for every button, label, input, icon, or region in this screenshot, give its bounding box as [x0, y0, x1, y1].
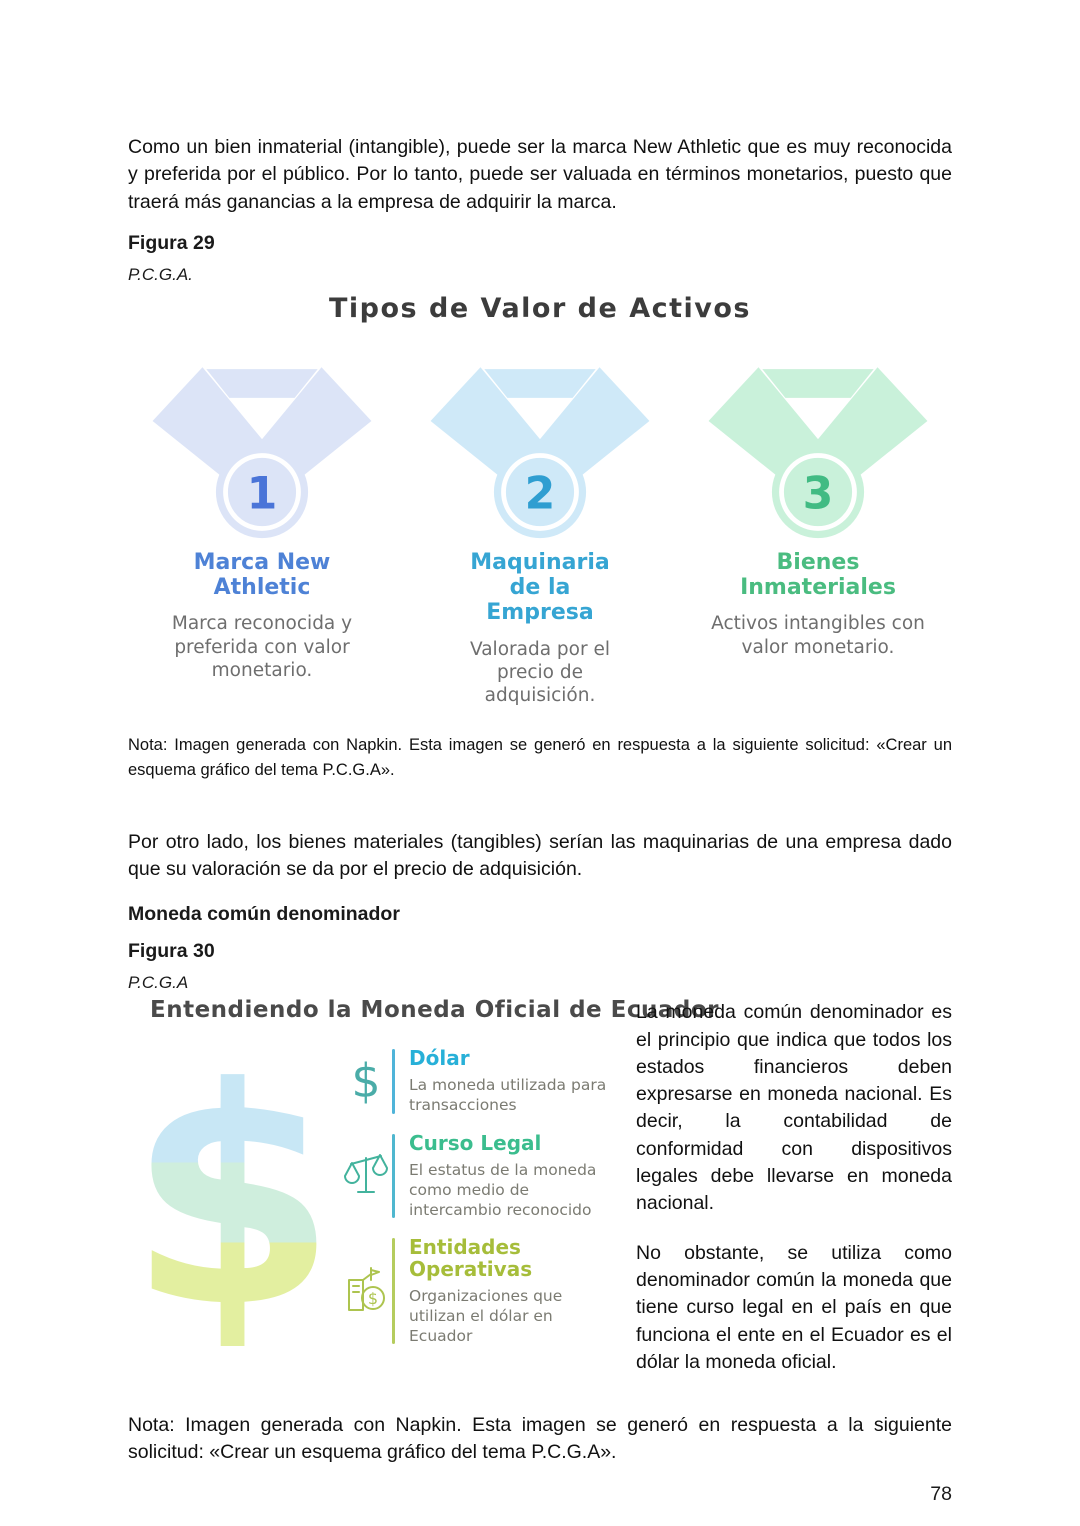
side-text-column	[620, 995, 952, 1398]
list-item-curso-legal	[340, 1132, 620, 1220]
figura-30-nota: Nota: Imagen generada con Napkin. Esta imagen se generó en respuesta a la siguiente solicitud: «Crear un esquema gráfico del tema P.C.G.A».	[128, 1414, 952, 1464]
svg-text:$: $	[367, 1289, 379, 1309]
medal-row	[128, 348, 952, 707]
svg-text:3: 3	[802, 468, 834, 520]
figura-30-infographic	[128, 995, 720, 1398]
item-desc-curso-legal: El estatus de la moneda como medio de intercambio reconocido	[409, 1160, 597, 1219]
section-heading: Moneda común denominador	[128, 903, 400, 926]
intro-paragraph: Como un bien inmaterial (intangible), puede ser la marca New Athletic que es muy reconocida y preferida por el público. Por lo tanto, puede ser valuada en términos monetarios, puesto que traerá más ganancias a la empresa de adquirir la marca.	[128, 136, 952, 213]
medal-1-title: Marca New Athletic	[193, 549, 331, 601]
figura-30-infographic-title: Entendiendo la Moneda Oficial de Ecuador	[150, 997, 720, 1024]
dollar-icon: $	[351, 1054, 381, 1109]
figura-30-items	[340, 1047, 620, 1346]
medal-3-title: Bienes Inmateriales	[740, 549, 896, 601]
medal-column-2	[414, 348, 666, 707]
medal-3-icon	[693, 348, 943, 540]
medal-1-description: Marca reconocida y preferida con valor monetario.	[171, 613, 353, 681]
svg-text:2: 2	[524, 468, 556, 520]
medal-2-title: Maquinaria de la Empresa	[470, 549, 610, 626]
medal-column-3	[692, 348, 944, 659]
figura-29-label: Figura 29	[128, 231, 215, 254]
side-paragraph-1: La moneda común denominador es el principio que indica que todos los estados financieros deben expresarse en moneda nacional. Es decir, la contabilidad de conformidad con dispositivos legales debe llevarse en moneda nacional.	[636, 1001, 952, 1215]
scale-icon	[340, 1132, 392, 1220]
middle-paragraph: Por otro lado, los bienes materiales (tangibles) serían las maquinarias de una empresa dado que su valoración se da por el precio de adquisición.	[128, 830, 952, 880]
item-title-dolar: Dólar	[409, 1046, 470, 1071]
medal-column-1	[136, 348, 388, 682]
figura-29-infographic	[128, 293, 952, 707]
figura-29-infographic-title: Tipos de Valor de Activos	[328, 292, 752, 324]
figura-30-label: Figura 30	[128, 940, 215, 963]
item-desc-entidades-operativas: Organizaciones que utilizan el dólar en Ecuador	[409, 1286, 563, 1346]
big-dollar-sign-graphic: $	[128, 1024, 337, 1374]
figura-30-block	[128, 995, 952, 1398]
list-item-dolar	[340, 1047, 620, 1115]
bank-icon	[340, 1236, 392, 1346]
svg-text:1: 1	[246, 468, 278, 520]
figura-29-nota: Nota: Imagen generada con Napkin. Esta imagen se generó en respuesta a la siguiente solicitud: «Crear un esquema gráfico del tema P.C.G.A».	[128, 736, 952, 779]
figura-30-caption: P.C.G.A	[128, 973, 189, 993]
figura-29-caption: P.C.G.A.	[128, 264, 193, 284]
item-title-entidades-operativas: Entidades Operativas	[409, 1234, 533, 1281]
medal-3-description: Activos intangibles con valor monetario.	[711, 613, 925, 658]
list-item-entidades-operativas	[340, 1236, 620, 1346]
item-title-curso-legal: Curso Legal	[409, 1130, 542, 1155]
item-desc-dolar: La moneda utilizada para transacciones	[409, 1076, 607, 1115]
medal-1-icon	[137, 348, 387, 540]
medal-2-icon	[415, 348, 665, 540]
page-number: 78	[930, 1482, 952, 1505]
medal-2-description: Valorada por el precio de adquisición.	[470, 638, 610, 707]
side-paragraph-2: No obstante, se utiliza como denominador común la moneda que tiene curso legal en el país en que funciona el ente en el Ecuador es el dólar la moneda oficial.	[636, 1241, 952, 1373]
